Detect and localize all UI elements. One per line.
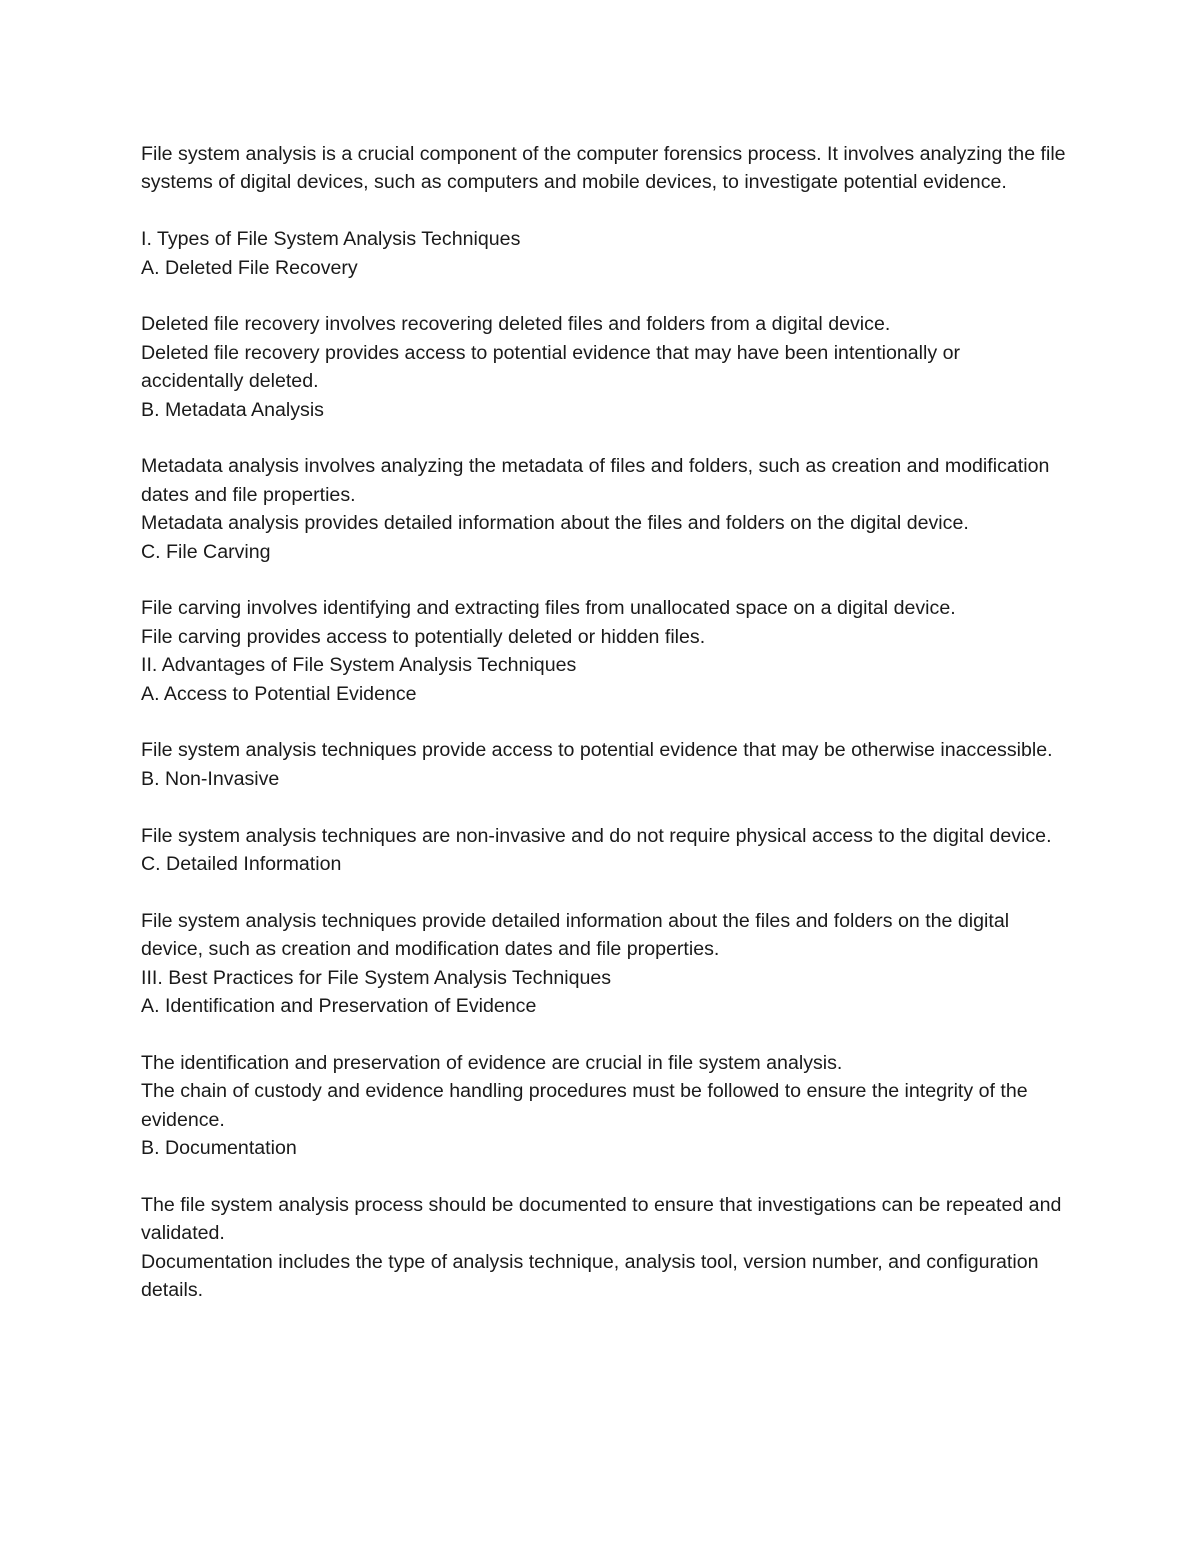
paragraph: File system analysis techniques are non-invasive and do not require physical access to the digital device. xyxy=(141,824,1052,847)
paragraph: Documentation includes the type of analysis technique, analysis tool, version number, and configuration details. xyxy=(141,1250,1039,1302)
paragraph: File carving involves identifying and extracting files from unallocated space on a digital device. xyxy=(141,597,956,620)
paragraph: The chain of custody and evidence handling procedures must be followed to ensure the integrity of the evidence. xyxy=(141,1080,1028,1131)
subheading-metadata-analysis: B. Metadata Analysis xyxy=(141,398,324,421)
paragraph: Deleted file recovery provides access to potential evidence that may have been intentionally or accidentally deleted. xyxy=(141,341,961,393)
paragraph: File carving provides access to potentially deleted or hidden files. xyxy=(141,625,706,648)
paragraph: Metadata analysis provides detailed information about the files and folders on the digital device. xyxy=(141,512,969,535)
subheading-file-carving: C. File Carving xyxy=(141,540,271,563)
blank-line xyxy=(141,878,1066,906)
subheading-access-to-evidence: A. Access to Potential Evidence xyxy=(141,682,417,705)
blank-line xyxy=(141,1020,1066,1048)
blank-line xyxy=(141,566,1066,594)
paragraph: File system analysis techniques provide access to potential evidence that may be otherwise inaccessible. xyxy=(141,739,1053,762)
subheading-deleted-file-recovery: A. Deleted File Recovery xyxy=(141,256,358,279)
blank-line xyxy=(141,793,1066,821)
intro-paragraph: File system analysis is a crucial component of the computer forensics process. It involves analyzing the file systems of digital devices, such as computers and mobile devices, to investigate potential evidence. xyxy=(141,143,1066,194)
subheading-detailed-information: C. Detailed Information xyxy=(141,853,342,876)
section-heading-best-practices: III. Best Practices for File System Analysis Techniques xyxy=(141,966,612,989)
paragraph: The file system analysis process should be documented to ensure that investigations can be repeated and validated. xyxy=(141,1193,1062,1245)
blank-line xyxy=(141,282,1066,310)
document-body xyxy=(141,140,1066,1305)
blank-line xyxy=(141,197,1066,225)
paragraph: File system analysis techniques provide detailed information about the files and folders on the digital device, such as creation and modification dates and file properties. xyxy=(141,909,1010,961)
paragraph: Metadata analysis involves analyzing the metadata of files and folders, such as creation and modification dates and file properties. xyxy=(141,455,1050,506)
paragraph: Deleted file recovery involves recovering deleted files and folders from a digital device. xyxy=(141,313,891,336)
section-heading-types: I. Types of File System Analysis Techniques xyxy=(141,228,521,251)
blank-line xyxy=(141,708,1066,736)
blank-line xyxy=(141,424,1066,452)
section-heading-advantages: II. Advantages of File System Analysis Techniques xyxy=(141,654,577,677)
subheading-documentation: B. Documentation xyxy=(141,1137,297,1160)
paragraph: The identification and preservation of evidence are crucial in file system analysis. xyxy=(141,1051,843,1074)
subheading-non-invasive: B. Non-Invasive xyxy=(141,767,280,790)
blank-line xyxy=(141,1163,1066,1191)
subheading-identification-preservation: A. Identification and Preservation of Evidence xyxy=(141,995,537,1018)
